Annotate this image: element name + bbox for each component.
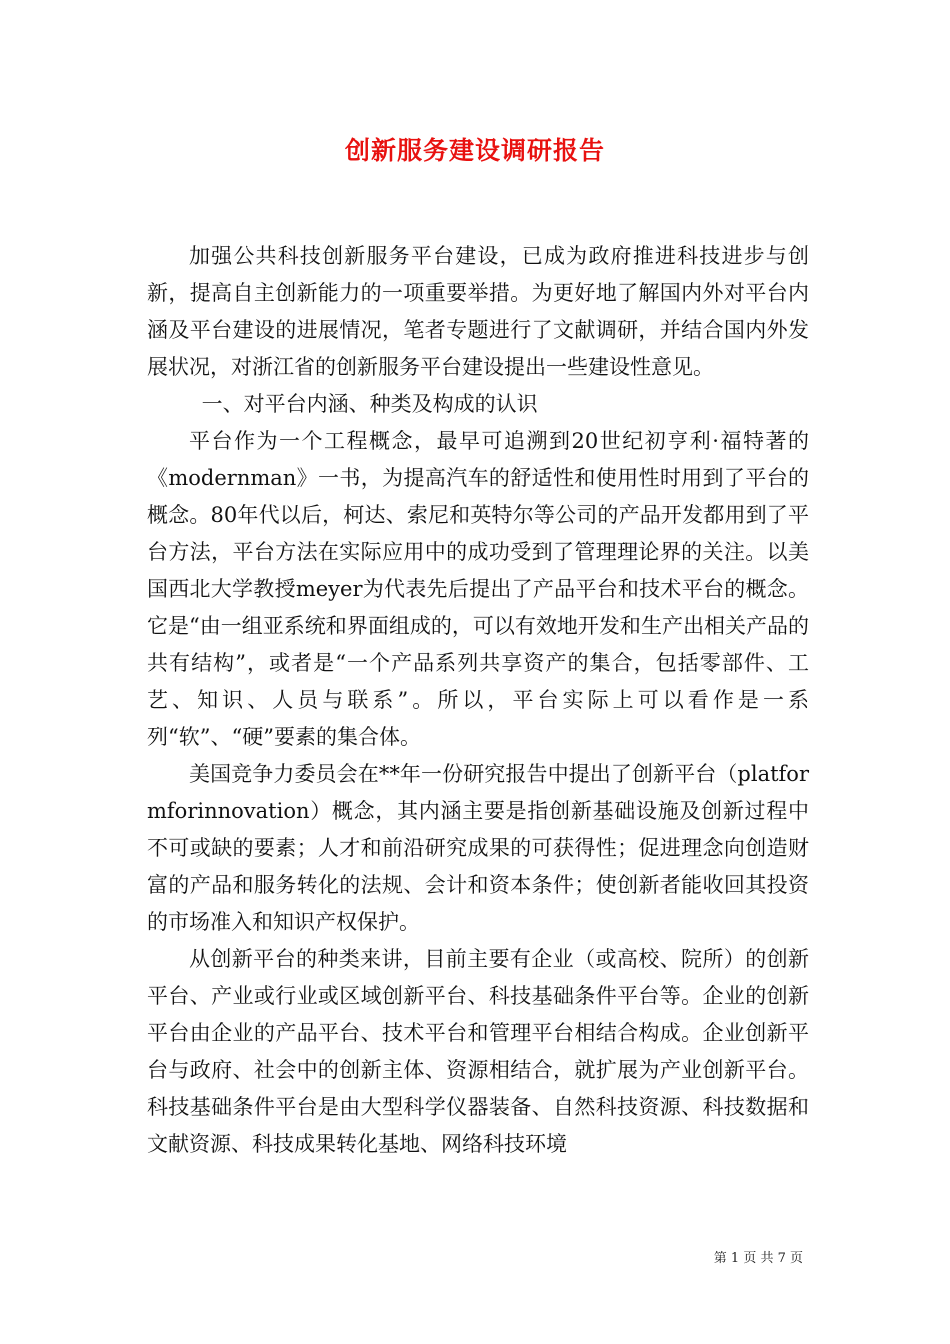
paragraph-innovation-platform: 美国竞争力委员会在**年一份研究报告中提出了创新平台（platformforinnovation）概念，其内涵主要是指创新基础设施及创新过程中不可或缺的要素；人才和前沿研究成果的可获得性；促进理念向创造财富的产品和服务转化的法规、会计和资本条件；使创新者能收回其投资的市场准入和知识产权保护。 — [147, 762, 809, 934]
document-body — [147, 238, 809, 1163]
section-heading-1: 一、对平台内涵、种类及构成的认识 — [201, 392, 538, 416]
paragraph-platform-types: 从创新平台的种类来讲，目前主要有企业（或高校、院所）的创新平台、产业或行业或区域创新平台、科技基础条件平台等。企业的创新平台由企业的产品平台、技术平台和管理平台相结合构成。企业创新平台与政府、社会中的创新主体、资源相结合，就扩展为产业创新平台。科技基础条件平台是由大型科学仪器装备、自然科技资源、科技数据和文献资源、科技成果转化基地、网络科技环境 — [147, 947, 809, 1156]
document-title: 创新服务建设调研报告 — [344, 136, 605, 165]
paragraph-platform-concept: 平台作为一个工程概念，最早可追溯到20世纪初亨利·福特著的《modernman》一书，为提高汽车的舒适性和使用性时用到了平台的概念。80年代以后，柯达、索尼和英特尔等公司的产品开发都用到了平台方法，平台方法在实际应用中的成功受到了管理理论界的关注。以美国西北大学教授meyer为代表先后提出了产品平台和技术平台的概念。它是“由一组亚系统和界面组成的，可以有效地开发和生产出相关产品的共有结构”，或者是“一个产品系列共享资产的集合，包括零部件、工艺、知识、人员与联系”。所以，平台实际上可以看作是一系列“软”、“硬”要素的集合体。 — [147, 429, 809, 749]
paragraph-intro: 加强公共科技创新服务平台建设，已成为政府推进科技进步与创新，提高自主创新能力的一项重要举措。为更好地了解国内外对平台内涵及平台建设的进展情况，笔者专题进行了文献调研，并结合国内外发展状况，对浙江省的创新服务平台建设提出一些建设性意见。 — [147, 244, 809, 379]
page-number-footer: 第 1 页 共 7 页 — [713, 1251, 803, 1266]
